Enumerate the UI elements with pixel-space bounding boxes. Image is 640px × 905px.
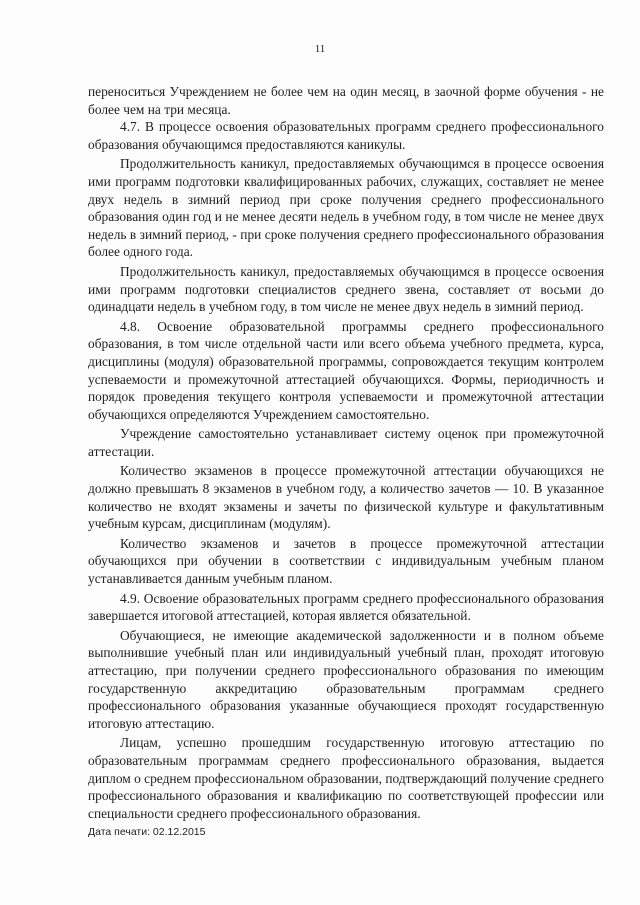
paragraph-continuation: переноситься Учреждением не более чем на один месяц, в заочной форме обучения - не более чем на три месяца.	[88, 84, 604, 117]
paragraph-vacation-workers: Продолжительность каникул, предоставляемых обучающимся в процессе освоения ими программ подготовки квалифицированных рабочих, служащих, составляет не менее двух недель в зимний период при сроке получения среднего профессионального образования один год и не менее десяти недель в учебном году, в том числе не менее двух недель в зимний период, - при сроке получения среднего профессионального образования более одного года.	[88, 156, 604, 260]
paragraph-diploma: Лицам, успешно прошедшим государственную итоговую аттестацию по образовательным программам среднего профессионального образования, выдается диплом о среднем профессиональном образовании, подтверждающий получение среднего профессионального образования и квалификацию по соответствующей профессии или специальности среднего профессионального образования.	[88, 735, 604, 821]
paragraph-final-attestation: Обучающиеся, не имеющие академической задолженности и в полном объеме выполнившие учебный план или индивидуальный учебный план, проходят итоговую аттестацию, при получении среднего профессионального образования по имеющим государственную аккредитацию образовательным программам среднего профессионального образования указанные обучающиеся проходят государственную итоговую аттестацию.	[88, 627, 604, 731]
page-number: 11	[314, 43, 326, 55]
paragraph-individual-plan: Количество экзаменов и зачетов в процессе промежуточной аттестации обучающихся при обучении в соответствии с индивидуальным учебным планом устанавливается данным учебным планом.	[88, 535, 604, 587]
paragraph-vacation-specialists: Продолжительность каникул, предоставляемых обучающимся в процессе освоения ими программ подготовки специалистов среднего звена, составляет от восьми до одинадцати недель в учебном году, в том числе не менее двух недель в зимний период.	[88, 263, 604, 315]
print-date: Дата печати: 02.12.2015	[88, 826, 206, 838]
document-body	[88, 83, 604, 822]
paragraph-grading-system: Учреждение самостоятельно устанавливает систему оценок при промежуточной аттестации.	[88, 426, 604, 459]
paragraph-4-7: 4.7. В процессе освоения образовательных программ среднего профессионального образования обучающимся предоставляются каникулы.	[88, 119, 604, 152]
paragraph-4-8: 4.8. Освоение образовательной программы среднего профессионального образования, в том числе отдельной части или всего объема учебного предмета, курса, дисциплины (модуля) образовательной программы, сопровождается текущим контролем успеваемости и промежуточной аттестацией обучающихся. Формы, периодичность и порядок проведения текущего контроля успеваемости и промежуточной аттестации обучающихся определяются Учреждением самостоятельно.	[88, 318, 604, 422]
paragraph-exam-count: Количество экзаменов в процессе промежуточной аттестации обучающихся не должно превышать 8 экзаменов в учебном году, а количество зачетов — 10. В указанное количество не входят экзамены и зачеты по физической культуре и факультативным учебным курсам, дисциплинам (модулям).	[88, 463, 604, 532]
paragraph-4-9: 4.9. Освоение образовательных программ среднего профессионального образования завершается итоговой аттестацией, которая является обязательной.	[88, 590, 604, 624]
